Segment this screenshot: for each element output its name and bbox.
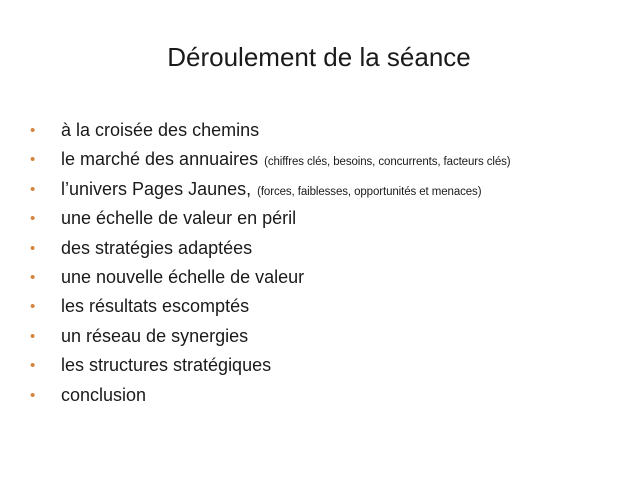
bullet-icon: • — [30, 268, 36, 286]
list-item-text: les résultats escomptés — [61, 296, 250, 317]
bullet-icon: • — [30, 298, 36, 316]
bullet-icon: • — [30, 180, 36, 198]
agenda-list — [30, 117, 620, 411]
bullet-icon: • — [30, 327, 36, 345]
list-item-text: des stratégies adaptées — [61, 237, 253, 258]
slide-title: Déroulement de la séance — [167, 42, 471, 72]
list-item — [30, 352, 620, 381]
list-item-text: une nouvelle échelle de valeur — [61, 266, 305, 287]
list-item-detail: (chiffres clés, besoins, concurrents, facteurs clés) — [264, 156, 511, 169]
bullet-icon: • — [30, 122, 36, 139]
list-item — [30, 205, 620, 234]
list-item-text: l’univers Pages Jaunes, — [61, 178, 252, 199]
bullet-icon: • — [30, 210, 36, 228]
list-item — [30, 382, 620, 411]
list-item — [30, 235, 620, 264]
bullet-icon: • — [30, 386, 36, 404]
list-item — [30, 176, 620, 205]
list-item — [30, 117, 620, 146]
list-item-text: une échelle de valeur en péril — [61, 208, 297, 229]
bullet-icon: • — [30, 357, 36, 375]
list-item — [30, 146, 620, 175]
list-item — [30, 264, 620, 293]
bullet-icon: • — [30, 151, 36, 169]
list-item-text: un réseau de synergies — [61, 325, 249, 346]
list-item-text: à la croisée des chemins — [61, 120, 260, 140]
bullet-icon: • — [30, 239, 36, 257]
list-item-text: les structures stratégiques — [61, 355, 272, 376]
list-item-detail: (forces, faiblesses, opportunités et menaces) — [257, 185, 482, 198]
list-item — [30, 323, 620, 352]
list-item-text: conclusion — [61, 384, 147, 405]
list-item-text: le marché des annuaires — [61, 149, 259, 170]
list-item — [30, 293, 620, 322]
